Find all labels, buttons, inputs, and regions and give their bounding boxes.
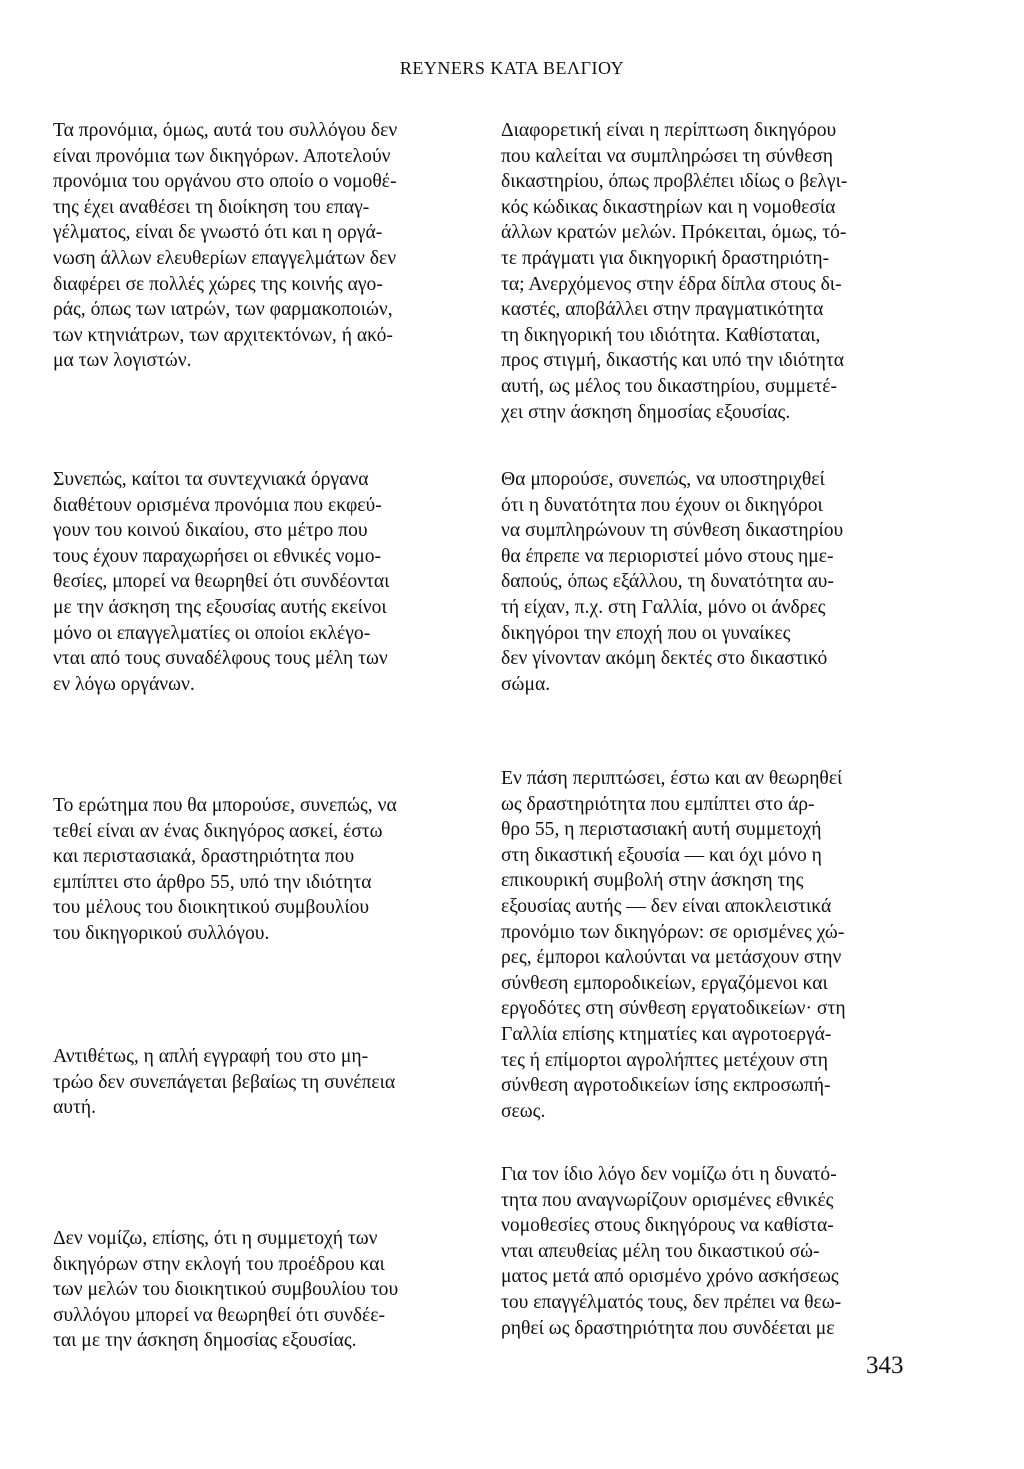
paragraph — [53, 467, 478, 697]
text-line: νται απευθείας μέλη του δικαστικού σώ- — [501, 1240, 820, 1262]
text-line: τες ή επίμορτοι αγρολήπτες μετέχουν στη — [501, 1049, 828, 1071]
text-line: εν λόγω οργάνων. — [53, 673, 195, 695]
text-line: γέλματος, είναι δε γνωστό ότι και η οργά- — [53, 222, 383, 244]
text-line: των κτηνιάτρων, των αρχιτεκτόνων, ή ακό- — [53, 324, 393, 346]
text-line: αυτή, ως μέλος του δικαστηρίου, συμμετέ- — [501, 375, 838, 397]
paragraph — [53, 793, 478, 947]
text-line: τη δικηγορική του ιδιότητα. Καθίσταται, — [501, 324, 821, 346]
text-line: Τα προνόμια, όμως, αυτά του συλλόγου δεν — [53, 120, 398, 141]
text-line: νωση άλλων ελευθερίων επαγγελμάτων δεν — [53, 247, 397, 269]
text-line: Θα μπορούσε, συνεπώς, να υποστηριχθεί — [501, 469, 825, 490]
text-line: εμπίπτει στο άρθρο 55, υπό την ιδιότητα — [53, 871, 372, 893]
text-line: σώμα. — [501, 673, 551, 695]
text-line: χει στην άσκηση δημοσίας εξουσίας. — [501, 401, 791, 423]
text-line: να συμπληρώνουν τη σύνθεση δικαστηρίου — [501, 520, 844, 542]
text-line: κός κώδικας δικαστηρίων και η νομοθεσία — [501, 196, 836, 218]
paragraph — [501, 1162, 926, 1341]
text-line: σεως. — [501, 1100, 546, 1122]
paragraph — [501, 467, 926, 697]
text-line: νται από τους συναδέλφους τους μέλη των — [53, 648, 388, 670]
text-line: δικηγόροι την εποχή που οι γυναίκες — [501, 622, 791, 644]
text-line: δικηγόρων στην εκλογή του προέδρου και — [53, 1253, 385, 1275]
text-line: ως δραστηριότητα που εμπίπτει στο άρ- — [501, 793, 815, 815]
text-line: που καλείται να συμπληρώσει τη σύνθεση — [501, 145, 834, 167]
text-line: θρο 55, η περιστασιακή αυτή συμμετοχή — [501, 819, 822, 841]
text-line: μόνο οι επαγγελματίες οι οποίοι εκλέγο- — [53, 622, 371, 644]
text-line: άλλων κρατών μελών. Πρόκειται, όμως, τό- — [501, 222, 847, 244]
text-line: συλλόγου μπορεί να θεωρηθεί ότι συνδέε- — [53, 1304, 386, 1326]
text-line: διαθέτουν ορισμένα προνόμια που εκφεύ- — [53, 494, 382, 516]
text-line: Το ερώτημα που θα μπορούσε, συνεπώς, να — [53, 795, 397, 816]
text-line: ρηθεί ως δραστηριότητα που συνδέεται με — [501, 1317, 835, 1339]
text-line: τεθεί είναι αν ένας δικηγόρος ασκεί, έστω — [53, 820, 383, 842]
text-line: εργοδότες στη σύνθεση εργατοδικείων· στη — [501, 998, 846, 1020]
text-line: του δικηγορικού συλλόγου. — [53, 922, 270, 944]
text-line: θεσίες, μπορεί να θεωρηθεί ότι συνδέονται — [53, 571, 390, 593]
paragraph — [53, 1044, 478, 1121]
text-line: του επαγγέλματός τους, δεν πρέπει να θεω- — [501, 1291, 842, 1313]
text-line: και περιστασιακά, δραστηριότητα που — [53, 846, 355, 868]
paragraph — [501, 766, 926, 1124]
text-line: δεν γίνονταν ακόμη δεκτές στο δικαστικό — [501, 648, 828, 670]
paragraph — [501, 118, 926, 425]
text-line: είναι προνόμια των δικηγόρων. Αποτελούν — [53, 145, 391, 167]
text-line: τους έχουν παραχωρήσει οι εθνικές νομο- — [53, 545, 382, 567]
text-line: μα των λογιστών. — [53, 350, 192, 372]
text-line: Για τον ίδιο λόγο δεν νομίζω ότι η δυνατό- — [501, 1164, 837, 1185]
text-line: προς στιγμή, δικαστής και υπό την ιδιότητα — [501, 350, 844, 372]
text-line: νομοθεσίες στους δικηγόρους να καθίστα- — [501, 1215, 834, 1237]
text-line: εξουσίας αυτής — δεν είναι αποκλειστικά — [501, 895, 832, 917]
text-line: με την άσκηση της εξουσίας αυτής εκείνοι — [53, 596, 387, 618]
text-line: γουν του κοινού δικαίου, στο μέτρο που — [53, 520, 368, 542]
text-line: σύνθεση αγροτοδικείων ίσης εκπροσωπή- — [501, 1075, 831, 1097]
text-line: επικουρική συμβολή στην άσκηση της — [501, 870, 804, 892]
text-line: Συνεπώς, καίτοι τα συντεχνιακά όργανα — [53, 469, 369, 490]
text-line: ράς, όπως των ιατρών, των φαρμακοποιών, — [53, 299, 393, 321]
text-line: τή είχαν, π.χ. στη Γαλλία, μόνο οι άνδρες — [501, 596, 826, 618]
text-line: διαφέρει σε πολλές χώρες της κοινής αγο- — [53, 273, 383, 295]
text-line: Δεν νομίζω, επίσης, ότι η συμμετοχή των — [53, 1228, 378, 1249]
text-line: ρες, έμποροι καλούνται να μετάσχουν στην — [501, 947, 842, 969]
text-line: ται με την άσκηση δημοσίας εξουσίας. — [53, 1330, 357, 1352]
text-line: ότι η δυνατότητα που έχουν οι δικηγόροι — [501, 494, 823, 516]
paragraph — [53, 118, 478, 374]
text-line: δαπούς, όπως εξάλλου, τη δυνατότητα αυ- — [501, 571, 834, 593]
text-line: στη δικαστική εξουσία — και όχι μόνο η — [501, 844, 822, 866]
text-line: θα έπρεπε να περιοριστεί μόνο στους ημε- — [501, 545, 834, 567]
text-line: προνόμια του οργάνου στο οποίο ο νομοθέ- — [53, 171, 397, 193]
text-line: σύνθεση εμποροδικείων, εργαζόμενοι και — [501, 972, 828, 994]
text-line: της έχει αναθέσει τη διοίκηση του επαγ- — [53, 196, 370, 218]
text-line: δικαστηρίου, όπως προβλέπει ιδίως ο βελγι- — [501, 171, 848, 193]
text-line: του μέλους του διοικητικού συμβουλίου — [53, 897, 370, 919]
text-line: τε πράγματι για δικηγορική δραστηριότη- — [501, 247, 830, 269]
paragraph — [53, 1226, 478, 1354]
text-line: καστές, αποβάλλει στην πραγματικότητα — [501, 299, 824, 321]
text-line: Διαφορετική είναι η περίπτωση δικηγόρου — [501, 120, 837, 141]
text-line: Αντιθέτως, η απλή εγγραφή του στο μη- — [53, 1046, 369, 1067]
text-line: προνόμιο των δικηγόρων: σε ορισμένες χώ- — [501, 921, 845, 943]
text-line: αυτή. — [53, 1097, 96, 1119]
text-line: τητα που αναγνωρίζουν ορισμένες εθνικές — [501, 1189, 834, 1211]
running-header: REYNERS ΚΑΤΑ ΒΕΛΓΙΟΥ — [399, 58, 625, 78]
text-line: των μελών του διοικητικού συμβουλίου του — [53, 1279, 399, 1301]
page-number: 343 — [866, 1352, 904, 1379]
text-line: τρώο δεν συνεπάγεται βεβαίως τη συνέπεια — [53, 1071, 396, 1093]
text-line: Γαλλία επίσης κτηματίες και αγροτοεργά- — [501, 1023, 832, 1045]
text-line: τα; Ανερχόμενος στην έδρα δίπλα στους δι- — [501, 273, 842, 295]
text-line: Εν πάση περιπτώσει, έστω και αν θεωρηθεί — [501, 768, 843, 789]
text-line: ματος μετά από ορισμένο χρόνο ασκήσεως — [501, 1266, 839, 1288]
